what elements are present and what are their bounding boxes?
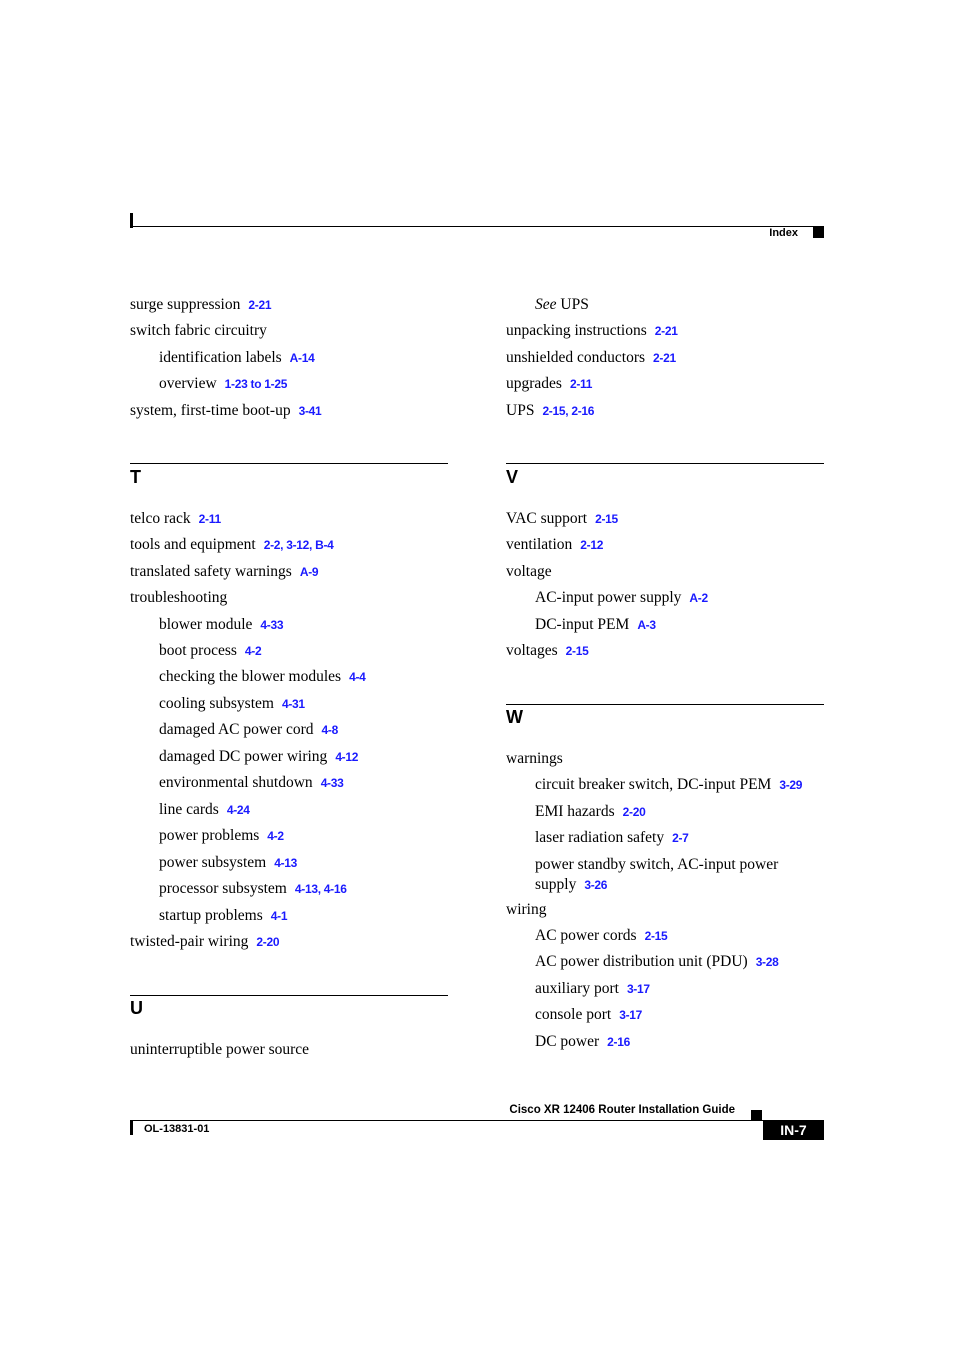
page-ref-link[interactable]: 2-11: [569, 377, 593, 391]
index-subentry: [130, 880, 347, 898]
index-subentry: [130, 642, 261, 660]
index-subentry: [130, 668, 366, 686]
index-entry: [506, 750, 563, 768]
index-subentry: [130, 827, 284, 845]
index-term: line cards: [159, 801, 219, 818]
index-term: ventilation: [506, 536, 573, 553]
index-entry: [130, 589, 227, 607]
index-entry: [506, 563, 552, 581]
page-ref-link[interactable]: 4-2: [267, 829, 284, 843]
page-ref-link[interactable]: 4-4: [349, 670, 366, 684]
footer-left-bar: [130, 1121, 133, 1135]
footer-rule: [130, 1120, 824, 1121]
page-ref-link[interactable]: 2-21: [248, 298, 272, 312]
index-term: surge suppression: [130, 296, 241, 313]
index-term: troubleshooting: [130, 589, 228, 606]
page-ref-link[interactable]: 3-41: [298, 404, 322, 418]
footer-page-number: IN-7: [763, 1121, 824, 1140]
index-entry: [130, 563, 318, 581]
index-subentry: [506, 829, 689, 847]
page-ref-link[interactable]: 4-33: [260, 618, 284, 632]
index-term: checking the blower modules: [159, 668, 342, 685]
index-subentry: [506, 616, 656, 634]
page-ref-link[interactable]: 3-28: [755, 955, 779, 969]
index-entry: [506, 642, 588, 660]
index-term: laser radiation safety: [535, 829, 665, 846]
index-term: power subsystem: [159, 854, 267, 871]
index-subentry: [506, 980, 650, 998]
page-ref-link[interactable]: 4-13: [274, 856, 298, 870]
page-ref-link[interactable]: 4-13, 4-16: [294, 882, 347, 896]
index-subentry: [506, 1006, 642, 1024]
index-entry: [506, 402, 594, 420]
index-term: translated safety warnings: [130, 563, 292, 580]
section-heading-v: V: [506, 467, 519, 487]
index-term: processor subsystem: [159, 880, 287, 897]
index-subentry: [130, 748, 358, 766]
index-entry: [130, 510, 221, 528]
page-ref-link[interactable]: 4-33: [320, 776, 344, 790]
page-ref-link[interactable]: 4-8: [321, 723, 338, 737]
index-term: EMI hazards: [535, 803, 615, 820]
index-term: circuit breaker switch, DC-input PEM: [535, 776, 772, 793]
section-heading-w: W: [506, 707, 523, 727]
index-entry: [130, 536, 334, 554]
index-subentry: [130, 349, 314, 367]
page-ref-link[interactable]: 2-15: [644, 929, 668, 943]
index-term: power problems: [159, 827, 260, 844]
index-term: AC power distribution unit (PDU): [535, 953, 748, 970]
index-term: DC-input PEM: [535, 616, 630, 633]
index-entry: [130, 402, 321, 420]
section-heading-t: T: [130, 467, 141, 487]
index-term: UPS: [506, 402, 535, 419]
index-subentry: [130, 695, 305, 713]
page-ref-link[interactable]: A-3: [637, 618, 656, 632]
index-entry: [506, 349, 676, 367]
index-term: identification labels: [159, 349, 282, 366]
page-ref-link[interactable]: 2-20: [622, 805, 646, 819]
section-heading-u: U: [130, 998, 143, 1018]
header-rule: [130, 226, 824, 227]
index-subentry: [506, 855, 824, 895]
index-term: upgrades: [506, 375, 562, 392]
index-term: uninterruptible power source: [130, 1041, 310, 1058]
index-term: AC power cords: [535, 927, 637, 944]
index-term: overview: [159, 375, 217, 392]
page-ref-link[interactable]: 4-1: [270, 909, 288, 923]
index-term: twisted-pair wiring: [130, 933, 249, 950]
page-ref-link[interactable]: A-14: [289, 351, 315, 365]
index-term: tools and equipment: [130, 536, 256, 553]
index-term: auxiliary port: [535, 980, 619, 997]
index-subentry: [506, 589, 708, 607]
page-ref-link[interactable]: 1-23 to 1-25: [224, 377, 288, 391]
index-term: cooling subsystem: [159, 695, 274, 712]
index-subentry: [130, 907, 287, 925]
page-ref-link[interactable]: 2-11: [198, 512, 221, 526]
page-ref-link[interactable]: 2-12: [580, 538, 604, 552]
index-entry: [130, 296, 271, 314]
index-term: wiring: [506, 901, 547, 918]
index-term: startup problems: [159, 907, 263, 924]
index-term: power standby switch, AC-input power supply: [535, 856, 779, 893]
index-term: VAC support: [506, 510, 588, 527]
index-subentry: [130, 801, 250, 819]
see-label: See: [535, 296, 557, 313]
index-entry: [506, 322, 678, 340]
index-term: system, first-time boot-up: [130, 402, 291, 419]
page-ref-link[interactable]: 2-15, 2-16: [542, 404, 595, 418]
section-rule-w: [506, 704, 824, 705]
index-term: telco rack: [130, 510, 191, 527]
index-entry: [130, 1041, 309, 1059]
page-ref-link[interactable]: 2-21: [653, 351, 676, 365]
index-term: damaged AC power cord: [159, 721, 314, 738]
page-ref-link[interactable]: 4-12: [335, 750, 359, 764]
page-ref-link[interactable]: 3-26: [584, 878, 608, 892]
page-ref-link[interactable]: 3-17: [626, 982, 650, 996]
index-entry: [506, 901, 546, 919]
index-entry: [506, 536, 603, 554]
index-term: unshielded conductors: [506, 349, 646, 366]
page-ref-link[interactable]: 2-20: [256, 935, 280, 949]
index-entry: [130, 933, 279, 951]
index-term: AC-input power supply: [535, 589, 682, 606]
section-rule-t: [130, 463, 448, 464]
page-ref-link[interactable]: 3-17: [619, 1008, 643, 1022]
footer-guide-title: Cisco XR 12406 Router Installation Guide: [509, 1104, 735, 1116]
index-subentry: [130, 721, 338, 739]
index-entry: [506, 375, 592, 393]
index-term: console port: [535, 1006, 612, 1023]
page-ref-link[interactable]: A-9: [299, 565, 319, 579]
index-term: unpacking instructions: [506, 322, 647, 339]
page-ref-link[interactable]: 2-15: [565, 644, 589, 658]
section-rule-v: [506, 463, 824, 464]
page-ref-link[interactable]: 2-21: [654, 324, 678, 338]
footer-doc-number: OL-13831-01: [144, 1123, 210, 1135]
section-rule-u: [130, 995, 448, 996]
page-ref-link[interactable]: 3-29: [779, 778, 803, 792]
index-entry: [130, 322, 267, 340]
page-ref-link[interactable]: A-2: [689, 591, 708, 605]
index-subentry: [130, 375, 287, 393]
index-entry: [506, 510, 618, 528]
page-ref-link[interactable]: 4-31: [281, 697, 305, 711]
page-ref-link[interactable]: 2-7: [672, 831, 689, 845]
index-subentry: [130, 616, 283, 634]
index-subentry: [506, 1033, 630, 1051]
header-square-marker: [813, 227, 824, 238]
index-subentry: [130, 774, 344, 792]
index-term: DC power: [535, 1033, 600, 1050]
index-subentry: [506, 776, 802, 794]
index-subentry: [506, 953, 779, 971]
index-subentry: [506, 927, 667, 945]
index-term: voltage: [506, 563, 552, 580]
header-section-label: Index: [769, 227, 798, 239]
page-ref-link[interactable]: 4-2: [244, 644, 262, 658]
index-term: UPS: [560, 296, 589, 313]
index-subentry: [130, 854, 297, 872]
index-term: blower module: [159, 616, 253, 633]
page-ref-link[interactable]: 2-16: [607, 1035, 630, 1049]
index-term: voltages: [506, 642, 558, 659]
index-subentry: [506, 803, 645, 821]
index-term: damaged DC power wiring: [159, 748, 328, 765]
index-term: boot process: [159, 642, 237, 659]
index-term: environmental shutdown: [159, 774, 313, 791]
index-term: switch fabric circuitry: [130, 322, 267, 339]
page-ref-link[interactable]: 2-15: [595, 512, 618, 526]
index-term: warnings: [506, 750, 563, 767]
index-see-reference: [506, 296, 589, 314]
page-ref-link[interactable]: 2-2, 3-12, B-4: [263, 538, 334, 552]
page-ref-link[interactable]: 4-24: [226, 803, 250, 817]
